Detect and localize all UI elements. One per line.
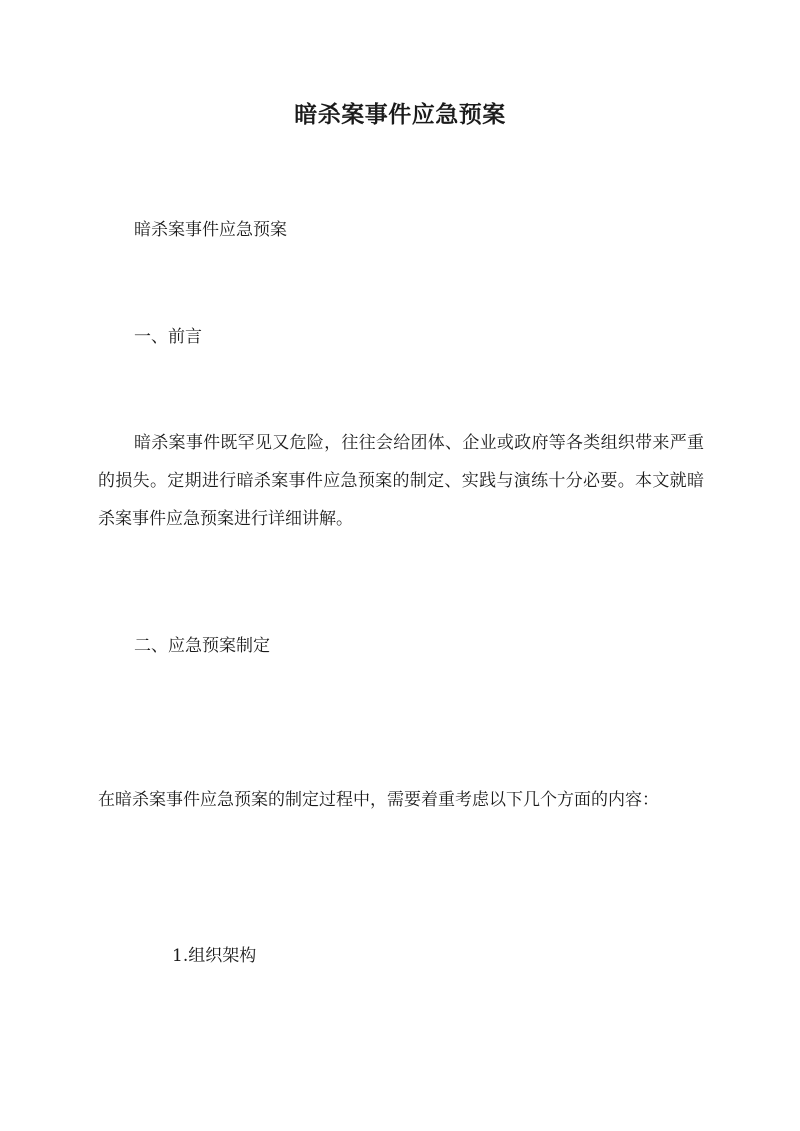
item-heading-organization: 1.组织架构 xyxy=(172,946,257,966)
preface-paragraph: 暗杀案事件既罕见又危险，往往会给团体、企业或政府等各类组织带来严重的损失。定期进行暗杀案事件应急预案的制定、实践与演练十分必要。本文就暗杀案事件应急预案进行详细讲解。 xyxy=(98,433,704,529)
document-title: 暗杀案事件应急预案 xyxy=(294,101,506,128)
section-heading-preface: 一、前言 xyxy=(134,327,202,347)
plan-formulation-paragraph: 在暗杀案事件应急预案的制定过程中，需要着重考虑以下几个方面的内容： xyxy=(98,790,659,810)
section-heading-plan-formulation: 二、应急预案制定 xyxy=(134,636,270,656)
document-subtitle: 暗杀案事件应急预案 xyxy=(134,220,287,240)
